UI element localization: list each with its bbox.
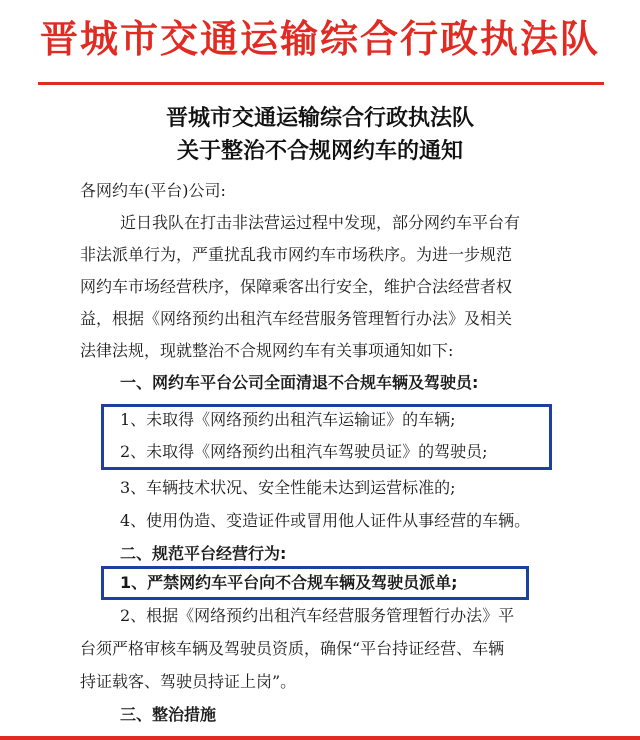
section-2-item-2-line: 台须严格审核车辆及驾驶员资质，确保“平台持证经营、车辆 [80, 639, 505, 658]
section-3-heading: 三、整治措施 [120, 705, 217, 724]
section-2-item-1: 1、严禁网约车平台向不合规车辆及驾驶员派单; [120, 573, 458, 592]
intro-line: 益，根据《网络预约出租汽车经营服务管理暂行办法》及相关 [80, 309, 513, 328]
intro-line: 近日我队在打击非法营运过程中发现，部分网约车平台有 [120, 213, 521, 232]
section-1-item: 1、未取得《网络预约出租汽车运输证》的车辆; [120, 410, 456, 429]
section-1-item: 4、使用伪造、变造证件或冒用他人证件从事经营的车辆。 [120, 511, 531, 530]
salutation: 各网约车(平台)公司: [80, 181, 226, 200]
section-1-heading: 一、网约车平台公司全面清退不合规车辆及驾驶员: [120, 373, 479, 392]
letterhead-red-rule [38, 82, 604, 85]
section-2-heading: 二、规范平台经营行为: [120, 544, 287, 563]
intro-line: 非法派单行为，严重扰乱我市网约车市场秩序。为进一步规范 [80, 245, 513, 264]
intro-line: 网约车市场经营秩序，保障乘客出行安全，维护合法经营者权 [80, 277, 513, 296]
document-title-line2: 关于整治不合规网约车的通知 [176, 139, 463, 164]
section-2-item-2-line: 2、根据《网络预约出租汽车经营服务管理暂行办法》平 [120, 606, 515, 625]
section-1-item: 2、未取得《网络预约出租汽车驾驶员证》的驾驶员; [120, 442, 488, 461]
letterhead: 晋城市交通运输综合行政执法队 [39, 17, 600, 61]
document-title-line1: 晋城市交通运输综合行政执法队 [165, 106, 474, 131]
bottom-red-edge [0, 736, 640, 740]
section-1-item: 3、车辆技术状况、安全性能未达到运营标准的; [120, 478, 456, 497]
intro-line: 法律法规，现就整治不合规网约车有关事项通知如下: [80, 341, 454, 360]
section-2-item-2-line: 持证载客、驾驶员持证上岗”。 [80, 672, 297, 691]
